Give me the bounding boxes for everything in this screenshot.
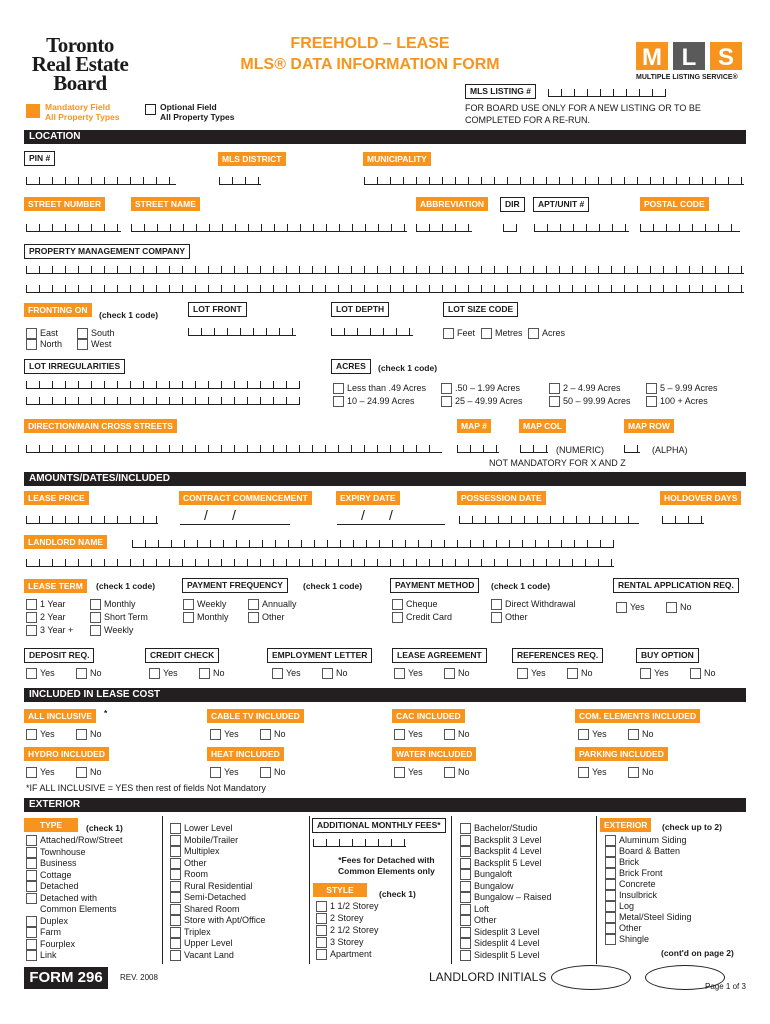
street-name-field[interactable]	[131, 224, 407, 232]
type-option-4[interactable]: Cottage	[26, 870, 72, 880]
apt-label: APT/UNIT #	[533, 197, 589, 212]
term-short-term-checkbox[interactable]: Short Term	[90, 612, 148, 622]
style-option-1[interactable]: 1 1/2 Storey	[316, 901, 379, 911]
style-option-b-9[interactable]: Other	[460, 915, 497, 925]
svg-text:L: L	[681, 44, 697, 71]
type-label: TYPE	[24, 818, 78, 832]
map-col-field[interactable]	[520, 445, 548, 453]
pmc-field-1[interactable]	[26, 266, 744, 274]
exterior-check-note: (check up to 2)	[662, 822, 722, 832]
municipality-label: MUNICIPALITY	[363, 152, 431, 166]
postal-code-field[interactable]	[640, 224, 740, 232]
style-option-b-12[interactable]: Sidesplit 5 Level	[460, 950, 540, 960]
pay-freq-check-note: (check 1 code)	[303, 581, 363, 591]
lease-term-check-note: (check 1 code)	[96, 581, 156, 591]
svg-text:M: M	[642, 44, 662, 71]
lot-size-code-label: LOT SIZE CODE	[443, 302, 518, 317]
style-option-b-7[interactable]: Bungalow – Raised	[460, 892, 552, 902]
type-option-b-4[interactable]: Other	[170, 858, 207, 868]
type-option-b-9[interactable]: Store with Apt/Office	[170, 915, 265, 925]
expiry-date-label: EXPIRY DATE	[336, 491, 400, 505]
section-amounts: AMOUNTS/DATES/INCLUDED	[24, 472, 746, 486]
type-option-10[interactable]: Fourplex	[26, 939, 75, 949]
style-option-b-5[interactable]: Bungaloft	[460, 869, 512, 879]
style-option-4[interactable]: 3 Storey	[316, 937, 364, 947]
additional-fees-label: ADDITIONAL MONTHLY FEES*	[312, 818, 446, 833]
contract-commencement-label: CONTRACT COMMENCEMENT	[179, 491, 312, 505]
lot-depth-label: LOT DEPTH	[331, 302, 389, 317]
style-option-b-1[interactable]: Bachelor/Studio	[460, 823, 538, 833]
title-line-2: MLS® DATA INFORMATION FORM	[240, 56, 500, 73]
mandatory-swatch	[26, 104, 40, 118]
lot-irregularities-field-1[interactable]	[26, 381, 300, 389]
acres-opt-3[interactable]: 2 – 4.99 Acres	[549, 383, 621, 393]
style-label: STYLE	[313, 883, 367, 897]
type-option-b-8[interactable]: Shared Room	[170, 904, 240, 914]
title-line-1: FREEHOLD – LEASE	[290, 35, 450, 52]
fees-note	[338, 855, 435, 877]
fees-note-2: Common Elements only	[338, 866, 435, 876]
lease-price-field[interactable]	[26, 516, 158, 524]
mls-logo	[636, 40, 744, 81]
method-other-checkbox[interactable]: Other	[491, 612, 528, 622]
style-option-b-4[interactable]: Backsplit 5 Level	[460, 858, 542, 868]
abbreviation-field[interactable]	[416, 224, 472, 232]
type-option-b-11[interactable]: Upper Level	[170, 938, 233, 948]
contd-note: (cont'd on page 2)	[661, 948, 734, 958]
type-option-5[interactable]: Detached	[26, 881, 79, 891]
exterior-divider-3	[451, 816, 452, 964]
pmc-field-2[interactable]	[26, 285, 744, 293]
acres-label: ACRES	[331, 359, 371, 374]
freq-monthly-checkbox[interactable]: Monthly	[183, 612, 229, 622]
type-option-b-3[interactable]: Multiplex	[170, 846, 220, 856]
exterior-option-3[interactable]: Brick	[605, 857, 639, 867]
expiry-date-slash-2: /	[389, 507, 393, 523]
heat-yes-checkbox[interactable]: Yes	[210, 767, 239, 777]
direction-label: DIRECTION/MAIN CROSS STREETS	[24, 419, 177, 433]
treb-logo	[24, 33, 136, 95]
references-req-label: REFERENCES REQ.	[512, 648, 603, 663]
legend-opt-2: All Property Types	[160, 112, 235, 122]
logo-line-2: Real Estate	[31, 52, 129, 76]
all-inclusive-star: *	[104, 708, 108, 718]
map-col-label: MAP COL	[519, 419, 566, 433]
landlord-name-field-2[interactable]	[26, 559, 614, 567]
landlord-initials-label: LANDLORD INITIALS	[429, 970, 547, 984]
type-option-11[interactable]: Link	[26, 950, 57, 960]
holdover-days-label: HOLDOVER DAYS	[660, 491, 741, 505]
lot-depth-field[interactable]	[331, 328, 413, 336]
additional-fees-field[interactable]	[313, 839, 406, 847]
holdover-days-field[interactable]	[662, 516, 704, 524]
landlord-name-label: LANDLORD NAME	[24, 535, 107, 549]
dir-west-checkbox[interactable]: West	[77, 339, 111, 349]
mls-district-field[interactable]	[219, 177, 261, 185]
board-note: FOR BOARD USE ONLY FOR A NEW LISTING OR TO BE COMPLETED FOR A RE-RUN.	[465, 103, 701, 125]
all-inclusive-no-checkbox[interactable]: No	[76, 729, 102, 739]
map-row-field[interactable]	[624, 445, 640, 453]
exterior-option-2[interactable]: Board & Batten	[605, 846, 680, 856]
legend-mand-1: Mandatory Field	[45, 102, 111, 112]
form-number: FORM 296	[24, 967, 108, 989]
freq-annually-checkbox[interactable]: Annually	[248, 599, 297, 609]
mls-caption: MULTIPLE LISTING SERVICE®	[636, 74, 738, 81]
freq-weekly-checkbox[interactable]: Weekly	[183, 599, 226, 609]
unit-metres-checkbox[interactable]: Metres	[481, 328, 523, 338]
hydro-no-checkbox[interactable]: No	[76, 767, 102, 777]
abbreviation-label: ABBREVIATION	[416, 197, 488, 211]
deposit-req-label: DEPOSIT REQ.	[24, 648, 94, 663]
numeric-note: (NUMERIC)	[556, 445, 604, 455]
form-title	[220, 33, 520, 75]
heat-no-checkbox[interactable]: No	[260, 767, 286, 777]
water-label: WATER INCLUDED	[392, 747, 476, 761]
references-yes-checkbox[interactable]: Yes	[517, 668, 546, 678]
acres-check-note: (check 1 code)	[378, 363, 438, 373]
employment-letter-label: EMPLOYMENT LETTER	[267, 648, 372, 663]
type-option-b-7[interactable]: Semi-Detached	[170, 892, 246, 902]
pay-method-check-note: (check 1 code)	[491, 581, 551, 591]
type-option-b-1[interactable]: Lower Level	[170, 823, 233, 833]
mls-district-label: MLS DISTRICT	[218, 152, 286, 166]
credit-yes-checkbox[interactable]: Yes	[149, 668, 178, 678]
acres-opt-4[interactable]: 5 – 9.99 Acres	[646, 383, 718, 393]
acres-opt-7[interactable]: 50 – 99.99 Acres	[549, 396, 631, 406]
payment-method-label: PAYMENT METHOD	[390, 578, 479, 593]
buy-option-no-checkbox[interactable]: No	[690, 668, 716, 678]
type-option-b-5[interactable]: Room	[170, 869, 208, 879]
freq-other-checkbox[interactable]: Other	[248, 612, 285, 622]
alpha-note: (ALPHA)	[652, 445, 688, 455]
exterior-option-7[interactable]: Log	[605, 901, 634, 911]
cac-no-checkbox[interactable]: No	[444, 729, 470, 739]
com-elements-label: COM. ELEMENTS INCLUDED	[575, 709, 700, 723]
contract-date-slash-1: /	[204, 507, 208, 523]
lease-price-label: LEASE PRICE	[24, 491, 89, 505]
dir-field[interactable]	[503, 224, 517, 232]
method-credit-card-checkbox[interactable]: Credit Card	[392, 612, 452, 622]
initials-oval-1[interactable]	[551, 965, 631, 990]
acres-opt-8[interactable]: 100 + Acres	[646, 396, 708, 406]
logo-line-3: Board	[53, 71, 107, 95]
municipality-field[interactable]	[364, 177, 744, 185]
exterior-label: EXTERIOR	[600, 818, 651, 832]
rental-application-label: RENTAL APPLICATION REQ.	[613, 578, 739, 593]
type-option-6[interactable]: Detached with	[26, 893, 97, 903]
water-yes-checkbox[interactable]: Yes	[394, 767, 423, 777]
cac-label: CAC INCLUDED	[392, 709, 465, 723]
deposit-no-checkbox[interactable]: No	[76, 668, 102, 678]
pmc-label: PROPERTY MANAGEMENT COMPANY	[24, 244, 190, 259]
cable-tv-label: CABLE TV INCLUDED	[207, 709, 304, 723]
style-option-b-2[interactable]: Backsplit 3 Level	[460, 835, 542, 845]
type-option-2[interactable]: Townhouse	[26, 847, 86, 857]
lot-front-label: LOT FRONT	[188, 302, 247, 317]
acres-opt-1[interactable]: Less than .49 Acres	[333, 383, 426, 393]
all-inclusive-label: ALL INCLUSIVE	[24, 709, 96, 723]
water-no-checkbox[interactable]: No	[444, 767, 470, 777]
style-option-2[interactable]: 2 Storey	[316, 913, 364, 923]
style-option-b-6[interactable]: Bungalow	[460, 881, 514, 891]
exterior-divider-1	[162, 816, 163, 964]
cac-yes-checkbox[interactable]: Yes	[394, 729, 423, 739]
term-2-year-checkbox[interactable]: 2 Year	[26, 612, 66, 622]
rev-date: REV. 2008	[120, 973, 158, 982]
pin-field[interactable]	[26, 177, 176, 185]
acres-opt-5[interactable]: 10 – 24.99 Acres	[333, 396, 415, 406]
type-option-b-12[interactable]: Vacant Land	[170, 950, 234, 960]
exterior-divider-4	[596, 816, 597, 964]
mls-listing-label: MLS LISTING #	[465, 84, 536, 99]
com-no-checkbox[interactable]: No	[628, 729, 654, 739]
buy-option-yes-checkbox[interactable]: Yes	[640, 668, 669, 678]
method-cheque-checkbox[interactable]: Cheque	[392, 599, 438, 609]
payment-frequency-label: PAYMENT FREQUENCY	[182, 578, 288, 593]
deposit-yes-checkbox[interactable]: Yes	[26, 668, 55, 678]
style-option-b-8[interactable]: Loft	[460, 904, 489, 914]
contract-date-field[interactable]	[180, 524, 290, 525]
optional-swatch	[145, 104, 156, 115]
lease-term-label: LEASE TERM	[24, 579, 87, 593]
exterior-option-5[interactable]: Concrete	[605, 879, 656, 889]
acres-opt-6[interactable]: 25 – 49.99 Acres	[441, 396, 523, 406]
logo-line-1: Toronto	[46, 33, 114, 57]
parking-label: PARKING INCLUDED	[575, 747, 668, 761]
fees-note-1: *Fees for Detached with	[338, 855, 435, 865]
term-1-year-checkbox[interactable]: 1 Year	[26, 599, 66, 609]
hydro-yes-checkbox[interactable]: Yes	[26, 767, 55, 777]
style-option-5[interactable]: Apartment	[316, 949, 372, 959]
type-check-note: (check 1)	[86, 823, 123, 833]
expiry-date-slash-1: /	[361, 507, 365, 523]
all-inclusive-note: *IF ALL INCLUSIVE = YES then rest of fields Not Mandatory	[26, 783, 266, 793]
type-option-1[interactable]: Attached/Row/Street	[26, 835, 123, 845]
map-number-label: MAP #	[457, 419, 491, 433]
style-check-note: (check 1)	[379, 889, 416, 899]
credit-no-checkbox[interactable]: No	[199, 668, 225, 678]
map-row-label: MAP ROW	[624, 419, 674, 433]
employment-no-checkbox[interactable]: No	[322, 668, 348, 678]
hydro-label: HYDRO INCLUDED	[24, 747, 109, 761]
fronting-check-note: (check 1 code)	[99, 310, 159, 320]
pin-label: PIN #	[24, 151, 55, 166]
dir-north-checkbox[interactable]: North	[26, 339, 62, 349]
term-3-year-checkbox[interactable]: 3 Year +	[26, 625, 73, 635]
type-option-b-10[interactable]: Triplex	[170, 927, 211, 937]
lot-irregularities-field-2[interactable]	[26, 397, 300, 405]
references-no-checkbox[interactable]: No	[567, 668, 593, 678]
postal-code-label: POSTAL CODE	[640, 197, 709, 211]
section-location: LOCATION	[24, 130, 746, 144]
unit-feet-checkbox[interactable]: Feet	[443, 328, 475, 338]
cable-yes-checkbox[interactable]: Yes	[210, 729, 239, 739]
style-option-b-10[interactable]: Sidesplit 3 Level	[460, 927, 540, 937]
buy-option-label: BUY OPTION	[636, 648, 699, 663]
lease-agreement-no-checkbox[interactable]: No	[444, 668, 470, 678]
type-option-9[interactable]: Farm	[26, 927, 61, 937]
lot-irregularities-label: LOT IRREGULARITIES	[24, 359, 125, 374]
credit-check-label: CREDIT CHECK	[145, 648, 219, 663]
mls-listing-field[interactable]	[548, 89, 666, 97]
type-option-b-2[interactable]: Mobile/Trailer	[170, 835, 238, 845]
mls-logo-icon	[636, 40, 744, 72]
lot-front-field[interactable]	[188, 328, 296, 336]
lease-agreement-yes-checkbox[interactable]: Yes	[394, 668, 423, 678]
heat-label: HEAT INCLUDED	[207, 747, 284, 761]
all-inclusive-yes-checkbox[interactable]: Yes	[26, 729, 55, 739]
direction-field[interactable]	[26, 445, 442, 453]
street-number-label: STREET NUMBER	[24, 197, 105, 211]
mandatory-legend	[45, 102, 119, 122]
contract-date-slash-2: /	[232, 507, 236, 523]
type-option-3[interactable]: Business	[26, 858, 77, 868]
rental-app-yes-checkbox[interactable]: Yes	[616, 602, 645, 612]
acres-opt-2[interactable]: .50 – 1.99 Acres	[441, 383, 520, 393]
rental-app-no-checkbox[interactable]: No	[666, 602, 692, 612]
street-number-field[interactable]	[26, 224, 121, 232]
lease-agreement-label: LEASE AGREEMENT	[392, 648, 487, 663]
section-included: INCLUDED IN LEASE COST	[24, 688, 746, 702]
cable-no-checkbox[interactable]: No	[260, 729, 286, 739]
street-name-label: STREET NAME	[131, 197, 200, 211]
dir-label: DIR	[500, 197, 525, 212]
style-option-b-3[interactable]: Backsplit 4 Level	[460, 846, 542, 856]
exterior-option-9[interactable]: Other	[605, 923, 642, 933]
com-yes-checkbox[interactable]: Yes	[578, 729, 607, 739]
employment-yes-checkbox[interactable]: Yes	[272, 668, 301, 678]
exterior-option-6[interactable]: Insulbrick	[605, 890, 657, 900]
possession-date-field[interactable]	[459, 516, 639, 524]
type-option-7: Common Elements	[40, 904, 117, 914]
apt-field[interactable]	[534, 224, 629, 232]
page-number: Page 1 of 3	[705, 982, 746, 991]
term-weekly-checkbox[interactable]: Weekly	[90, 625, 133, 635]
exterior-option-10[interactable]: Shingle	[605, 934, 649, 944]
not-mandatory-note: NOT MANDATORY FOR X AND Z	[489, 458, 626, 468]
parking-no-checkbox[interactable]: No	[628, 767, 654, 777]
map-number-field[interactable]	[457, 445, 499, 453]
term-monthly-checkbox[interactable]: Monthly	[90, 599, 136, 609]
type-option-b-6[interactable]: Rural Residential	[170, 881, 253, 891]
style-option-3[interactable]: 2 1/2 Storey	[316, 925, 379, 935]
fronting-on-label: FRONTING ON	[24, 303, 92, 317]
exterior-option-4[interactable]: Brick Front	[605, 868, 663, 878]
landlord-name-field-1[interactable]	[132, 540, 614, 548]
legend-opt-1: Optional Field	[160, 102, 217, 112]
legend-mand-2: All Property Types	[45, 112, 120, 122]
unit-acres-checkbox[interactable]: Acres	[528, 328, 565, 338]
parking-yes-checkbox[interactable]: Yes	[578, 767, 607, 777]
section-exterior: EXTERIOR	[24, 798, 746, 812]
optional-legend	[160, 102, 234, 122]
type-option-8[interactable]: Duplex	[26, 916, 68, 926]
exterior-divider-2	[309, 816, 310, 964]
expiry-date-field[interactable]	[337, 524, 445, 525]
svg-text:S: S	[717, 44, 735, 71]
method-direct-withdrawal-checkbox[interactable]: Direct Withdrawal	[491, 599, 576, 609]
dir-east-checkbox[interactable]: East	[26, 328, 58, 338]
dir-south-checkbox[interactable]: South	[77, 328, 115, 338]
style-option-b-11[interactable]: Sidesplit 4 Level	[460, 938, 540, 948]
possession-date-label: POSSESSION DATE	[457, 491, 546, 505]
exterior-option-8[interactable]: Metal/Steel Siding	[605, 912, 692, 922]
exterior-option-1[interactable]: Aluminum Siding	[605, 835, 687, 845]
